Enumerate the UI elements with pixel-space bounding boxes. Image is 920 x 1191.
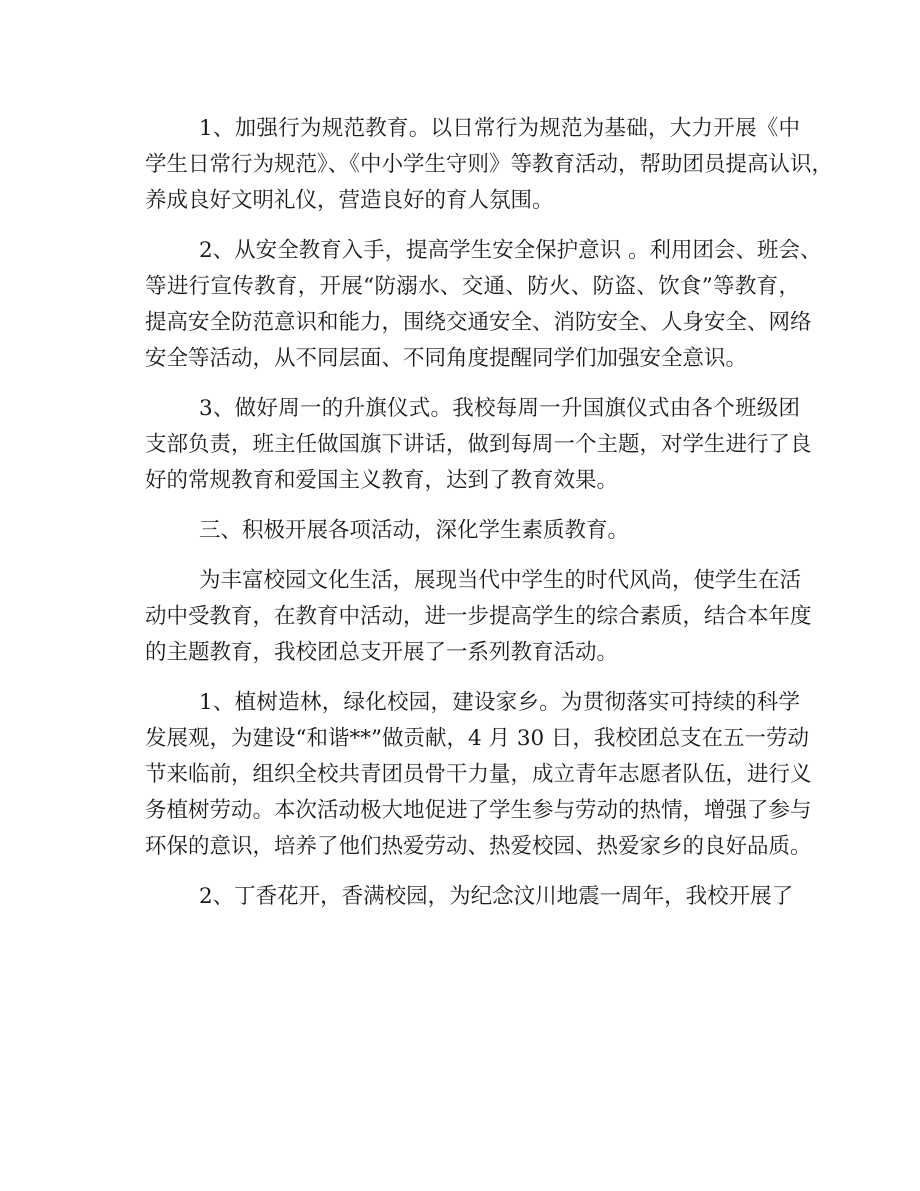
- section-heading-activities: [145, 513, 800, 549]
- paragraph-campus-culture: [145, 563, 812, 671]
- text-line: 养成良好文明礼仪，营造良好的育人氛围。: [145, 188, 554, 213]
- text-line: 提高安全防范意识和能力，围绕交通安全、消防安全、人身安全、网络: [145, 310, 812, 335]
- text-line: 为丰富校园文化生活，展现当代中学生的时代风尚，使学生在活: [199, 568, 802, 593]
- text-line: 务植树劳动。本次活动极大地促进了学生参与劳动的热情，增强了参与: [145, 798, 812, 823]
- paragraph-safety-education: [145, 233, 822, 377]
- text-line: 安全等活动，从不同层面、不同角度提醒同学们加强安全意识。: [145, 346, 748, 371]
- text-line: 环保的意识，培养了他们热爱劳动、热爱校园、热爱家乡的良好品质。: [145, 834, 812, 859]
- text-line: 学生日常行为规范》、《中小学生守则》等教育活动，帮助团员提高认识，: [145, 152, 834, 177]
- paragraph-behavior-education: [145, 111, 834, 219]
- document-body: [145, 111, 834, 929]
- text-line: 3、做好周一的升旗仪式。我校每周一升国旗仪式由各个班级团: [199, 396, 800, 421]
- text-line: 支部负责，班主任做国旗下讲话，做到每周一个主题，对学生进行了良: [145, 432, 812, 457]
- text-line: 发展观，为建设“和谐**”做贡献，4 月 30 日，我校团总支在五一劳动: [145, 726, 810, 751]
- text-line: 等进行宣传教育，开展“防溺水、交通、防火、防盗、饮食”等教育，: [145, 274, 800, 299]
- paragraph-tree-planting: [145, 685, 812, 865]
- text-line: 动中受教育，在教育中活动，进一步提高学生的综合素质，结合本年度: [145, 604, 812, 629]
- paragraph-flag-ceremony: [145, 391, 812, 499]
- text-line: 1、植树造林，绿化校园，建设家乡。为贯彻落实可持续的科学: [199, 690, 800, 715]
- text-line: 2、从安全教育入手，提高学生安全保护意识 。利用团会、班会、: [199, 238, 822, 263]
- paragraph-lilac-blossom: [145, 879, 800, 915]
- text-line: 的主题教育，我校团总支开展了一系列教育活动。: [145, 640, 619, 665]
- text-line: 2、丁香花开，香满校园，为纪念汶川地震一周年，我校开展了: [199, 884, 794, 909]
- text-line: 好的常规教育和爱国主义教育，达到了教育效果。: [145, 468, 619, 493]
- text-line: 1、加强行为规范教育。以日常行为规范为基础，大力开展《中: [199, 116, 800, 141]
- text-line: 三、积极开展各项活动，深化学生素质教育。: [199, 518, 630, 543]
- text-line: 节来临前，组织全校共青团员骨干力量，成立青年志愿者队伍，进行义: [145, 762, 812, 787]
